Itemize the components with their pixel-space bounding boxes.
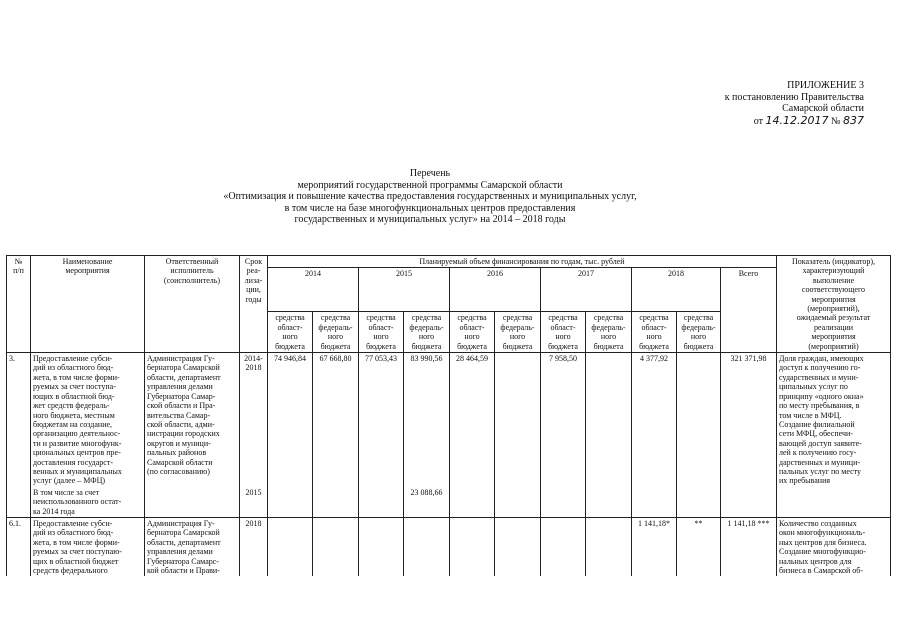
- title-line: мероприятий государственной программы Самарской области: [297, 179, 563, 191]
- value-2015-regional: [359, 487, 404, 518]
- header-federal-budget: средства федераль- ного бюджета: [677, 312, 721, 353]
- header-regional-budget: средства област- ного бюджета: [450, 312, 495, 353]
- value-2016-regional: 28 464,59: [450, 353, 495, 487]
- header-year-2015: 2015: [359, 268, 450, 312]
- value-2018-federal: [677, 487, 721, 518]
- header-year-2014: 2014: [268, 268, 359, 312]
- value-2016-federal: [495, 487, 541, 518]
- row-term: 2014- 2018: [240, 353, 268, 487]
- table-row: [7, 517, 891, 576]
- row-executor: Администрация Гу- бернатора Самарской области, департамент управления делами Губернатора Самарс- кой области и Прави-: [145, 517, 240, 576]
- header-year-2016: 2016: [450, 268, 541, 312]
- value-total: 1 141,18 ***: [721, 517, 777, 576]
- value-2014-federal: [313, 517, 359, 576]
- value-2015-federal: 23 088,66: [404, 487, 450, 518]
- value-total: 321 371,98: [721, 353, 777, 487]
- value-2017-federal: [586, 353, 632, 487]
- value-2018-regional: [632, 487, 677, 518]
- header-regional-budget: средства област- ного бюджета: [541, 312, 586, 353]
- value-2016-regional: [450, 487, 495, 518]
- header-regional-budget: средства област- ного бюджета: [359, 312, 404, 353]
- value-2016-federal: [495, 353, 541, 487]
- value-2017-regional: [541, 517, 586, 576]
- header-federal-budget: средства федераль- ного бюджета: [404, 312, 450, 353]
- header-num: № п/п: [7, 256, 31, 353]
- value-2017-regional: [541, 487, 586, 518]
- value-2018-regional: 1 141,18*: [632, 517, 677, 576]
- value-2015-federal: 83 990,56: [404, 353, 450, 487]
- row-term: 2018: [240, 517, 268, 576]
- appendix-header: [664, 80, 864, 127]
- row-name: Предоставление субси- дий из областного бюд- жета, в том числе форми- руемых за счет поступаю- щих в областной бюджет средств федерального: [31, 517, 145, 576]
- row-indicator: Доля граждан, имеющих доступ к получению го- сударственных и муни- ципальных услуг по принципу «одного окна» по месту пребывания, в том числе в МФЦ. Создание филиальной сети МФЦ, обеспечи- вающей доступ заявите- лей к получению госу- дарственных и муници- пальных услуг по месту их пребывания: [777, 353, 891, 518]
- appendix-region: Самарской области: [782, 103, 864, 114]
- activities-table: [6, 255, 891, 576]
- row-executor: Администрация Гу- бернатора Самарской области, департамент управления делами Губернатора Самар- ской области и Пра- вительства Самар- ской области, адми- нистрации городских округов и муници- пальных районов Самарской области (по согласованию): [145, 353, 240, 487]
- row-num: 6.1.: [7, 517, 31, 576]
- header-regional-budget: средства област- ного бюджета: [268, 312, 313, 353]
- header-federal-budget: средства федераль- ного бюджета: [586, 312, 632, 353]
- value-2018-regional: 4 377,92: [632, 353, 677, 487]
- title-line: государственных и муниципальных услуг» на 2014 – 2018 годы: [294, 214, 566, 225]
- date-value: 14.12.2017: [765, 113, 829, 127]
- table-row: [7, 353, 891, 487]
- title-line: Перечень: [409, 168, 451, 179]
- header-federal-budget: средства федераль- ного бюджета: [495, 312, 541, 353]
- title-line: «Оптимизация и повышение качества предоставления государственных и муниципальных услуг,: [223, 191, 637, 202]
- header-indicator: Показатель (индикатор), характеризующий выполнение соответствующего мероприятия (мероприятий), ожидаемый результат реализации мероприятия (мероприятий): [777, 256, 891, 353]
- row-name: Предоставление субси- дий из областного бюд- жета, в том числе форми- руемых за счет поступа- ющих в областной бюд- жет средств федераль- ного бюджета, местным бюджетам на создание, организацию деятельнос- ти и развитие многофунк- циональных центров пре- доставления государст- венных и муниципальных услуг (далее – МФЦ): [31, 353, 145, 487]
- value-2017-federal: [586, 517, 632, 576]
- table-row: [7, 487, 891, 518]
- appendix-title: ПРИЛОЖЕНИЕ 3: [787, 80, 864, 91]
- title-line: в том числе на базе многофункциональных центров предоставления: [284, 202, 576, 214]
- row-indicator: Количество созданных окон многофункциональ- ных центров для бизнеса. Создание многофункцио- нальных центров для бизнеса в Самарской об-: [777, 517, 891, 576]
- number-value: 837: [843, 113, 864, 127]
- header-executor: Ответственный исполнитель (соисполнитель): [145, 256, 240, 353]
- document-title: [140, 168, 720, 226]
- row-term: 2015: [240, 487, 268, 518]
- header-year-2017: 2017: [541, 268, 632, 312]
- header-year-2018: 2018: [632, 268, 721, 312]
- value-2015-regional: 77 053,43: [359, 353, 404, 487]
- value-2014-regional: [268, 517, 313, 576]
- value-2014-federal: [313, 487, 359, 518]
- value-2014-regional: [268, 487, 313, 518]
- value-2016-regional: [450, 517, 495, 576]
- value-2017-federal: [586, 487, 632, 518]
- header-name: Наименование мероприятия: [31, 256, 145, 353]
- value-total: [721, 487, 777, 518]
- date-prefix: от: [753, 115, 763, 127]
- row-name: В том числе за счет неиспользованного остат- ка 2014 года: [31, 487, 145, 518]
- row-num: 3.: [7, 353, 31, 487]
- value-2015-regional: [359, 517, 404, 576]
- value-2018-federal: **: [677, 517, 721, 576]
- value-2018-federal: [677, 353, 721, 487]
- appendix-resolution: к постановлению Правительства: [724, 91, 864, 103]
- value-2016-federal: [495, 517, 541, 576]
- value-2014-federal: 67 668,80: [313, 353, 359, 487]
- value-2017-regional: 7 958,50: [541, 353, 586, 487]
- number-prefix: №: [830, 115, 841, 127]
- header-federal-budget: средства федераль- ного бюджета: [313, 312, 359, 353]
- header-total: Всего: [721, 268, 777, 353]
- appendix-date-line: [664, 115, 864, 128]
- row-num: [7, 487, 31, 518]
- header-financing: Планируемый объем финансирования по годам, тыс. рублей: [268, 256, 777, 268]
- header-regional-budget: средства област- ного бюджета: [632, 312, 677, 353]
- header-term: Срок реа- лиза- ции, годы: [240, 256, 268, 353]
- value-2014-regional: 74 946,84: [268, 353, 313, 487]
- value-2015-federal: [404, 517, 450, 576]
- row-executor: [145, 487, 240, 518]
